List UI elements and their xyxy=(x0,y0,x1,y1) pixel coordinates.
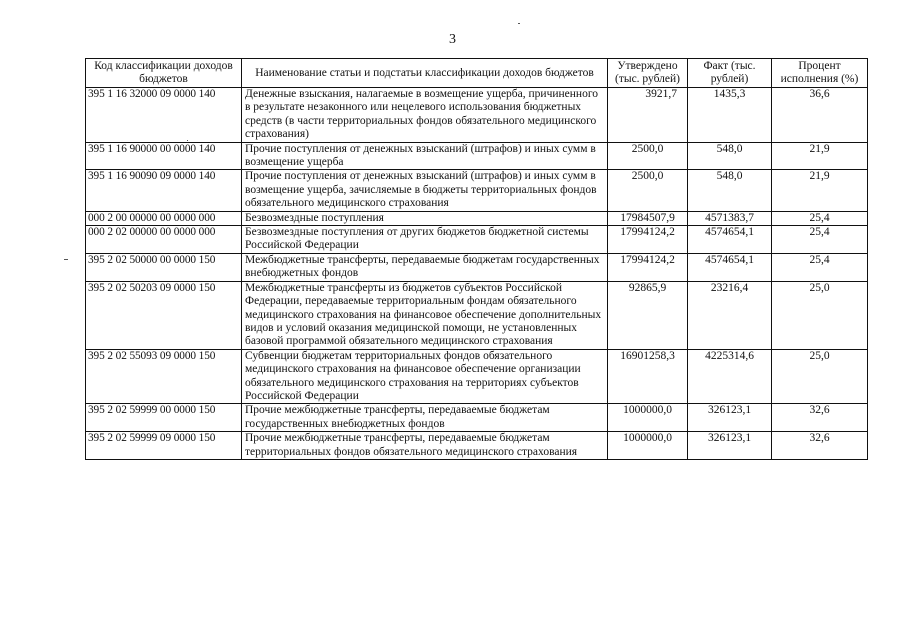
row-name: Межбюджетные трансферты из бюджетов субъектов Российской Федерации, передаваемые территориальным фондам обязательного медицинского страхования на финансовое обеспечение дополнительных видов и условий оказания медицинской помощи, не установленных базовой программой обязательного медицинского страхования xyxy=(242,281,608,349)
row-approved: 1000000,0 xyxy=(608,432,688,460)
header-code: Код классификации доходов бюджетов xyxy=(86,59,242,88)
row-name: Прочие межбюджетные трансферты, передаваемые бюджетам территориальных фондов обязательного медицинского страхования xyxy=(242,432,608,460)
row-fact: 326123,1 xyxy=(688,404,772,432)
row-approved: 2500,0 xyxy=(608,170,688,211)
row-fact: 4574654,1 xyxy=(688,226,772,254)
row-fact: 548,0 xyxy=(688,170,772,211)
row-name: Денежные взыскания, налагаемые в возмещение ущерба, причиненного в результате незаконного или нецелевого использования бюджетных средств (в части территориальных фондов обязательного медицинского страхования) xyxy=(242,88,608,143)
row-code: 395 1 16 32000 09 0000 140 xyxy=(86,88,242,143)
row-fact: 4571383,7 xyxy=(688,211,772,225)
header-name: Наименование статьи и подстатьи классификации доходов бюджетов xyxy=(242,59,608,88)
row-percent: 25,0 xyxy=(772,349,868,404)
header-percent: Процент исполнения (%) xyxy=(772,59,868,88)
row-percent: 25,4 xyxy=(772,253,868,281)
row-percent: 21,9 xyxy=(772,142,868,170)
header-approved: Утверждено (тыс. рублей) xyxy=(608,59,688,88)
row-percent: 32,6 xyxy=(772,432,868,460)
row-fact: 326123,1 xyxy=(688,432,772,460)
row-code: 395 2 02 50203 09 0000 150 xyxy=(86,281,242,349)
table-row xyxy=(86,404,868,432)
row-code: 395 1 16 90090 09 0000 140 xyxy=(86,170,242,211)
table-header-row xyxy=(86,59,868,88)
scan-speck xyxy=(64,259,68,260)
table-row xyxy=(86,253,868,281)
row-fact: 4574654,1 xyxy=(688,253,772,281)
row-approved: 2500,0 xyxy=(608,142,688,170)
row-percent: 25,0 xyxy=(772,281,868,349)
row-code: 395 2 02 59999 00 0000 150 xyxy=(86,404,242,432)
table-row xyxy=(86,170,868,211)
row-approved: 17994124,2 xyxy=(608,253,688,281)
row-percent: 32,6 xyxy=(772,404,868,432)
row-name: Прочие поступления от денежных взысканий (штрафов) и иных сумм в возмещение ущерба, зачисляемые в бюджеты территориальных фондов обязательного медицинского страхования xyxy=(242,170,608,211)
row-percent: 36,6 xyxy=(772,88,868,143)
row-name: Межбюджетные трансферты, передаваемые бюджетам государственных внебюджетных фондов xyxy=(242,253,608,281)
table-row xyxy=(86,211,868,225)
row-code: 395 2 02 59999 09 0000 150 xyxy=(86,432,242,460)
page-number: 3 xyxy=(449,32,456,47)
row-approved: 17984507,9 xyxy=(608,211,688,225)
row-code: 000 2 00 00000 00 0000 000 xyxy=(86,211,242,225)
row-approved: 92865,9 xyxy=(608,281,688,349)
table-row xyxy=(86,88,868,143)
row-fact: 4225314,6 xyxy=(688,349,772,404)
row-percent: 21,9 xyxy=(772,170,868,211)
row-code: 395 2 02 50000 00 0000 150 xyxy=(86,253,242,281)
row-percent: 25,4 xyxy=(772,211,868,225)
row-fact: 548,0 xyxy=(688,142,772,170)
revenue-table xyxy=(85,58,868,460)
row-code: 395 2 02 55093 09 0000 150 xyxy=(86,349,242,404)
row-code: 395 1 16 90000 00 0000 140 xyxy=(86,142,242,170)
row-name: Безвозмездные поступления xyxy=(242,211,608,225)
row-approved: 3921,7 xyxy=(608,88,688,143)
scan-speck xyxy=(518,23,520,24)
row-approved: 17994124,2 xyxy=(608,226,688,254)
row-name: Прочие поступления от денежных взысканий (штрафов) и иных сумм в возмещение ущерба xyxy=(242,142,608,170)
row-percent: 25,4 xyxy=(772,226,868,254)
row-approved: 16901258,3 xyxy=(608,349,688,404)
header-fact: Факт (тыс. рублей) xyxy=(688,59,772,88)
row-approved: 1000000,0 xyxy=(608,404,688,432)
row-fact: 23216,4 xyxy=(688,281,772,349)
row-code: 000 2 02 00000 00 0000 000 xyxy=(86,226,242,254)
row-name: Безвозмездные поступления от других бюджетов бюджетной системы Российской Федерации xyxy=(242,226,608,254)
row-name: Субвенции бюджетам территориальных фондов обязательного медицинского страхования на финансовое обеспечение организации обязательного медицинского страхования на территориях субъектов Российской Федерации xyxy=(242,349,608,404)
row-fact: 1435,3 xyxy=(688,88,772,143)
table-row xyxy=(86,432,868,460)
table-row xyxy=(86,281,868,349)
table-row xyxy=(86,142,868,170)
table-row xyxy=(86,226,868,254)
row-name: Прочие межбюджетные трансферты, передаваемые бюджетам государственных внебюджетных фондов xyxy=(242,404,608,432)
table-row xyxy=(86,349,868,404)
